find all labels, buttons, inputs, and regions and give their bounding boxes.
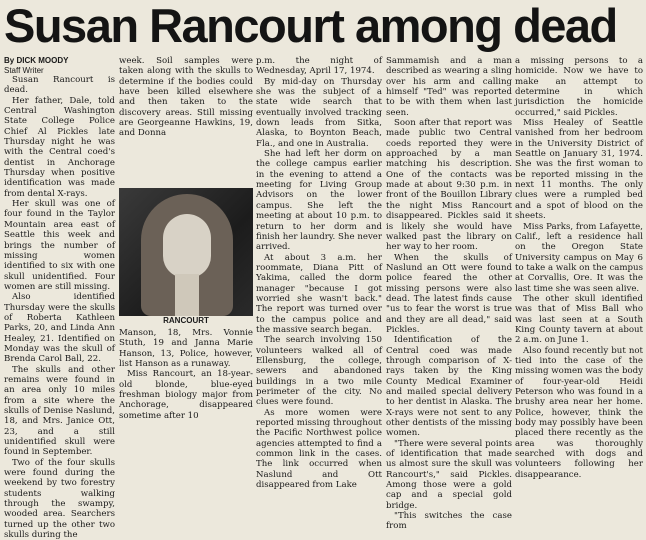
paragraph: Her father, Dale, told Central Washington State College Police Chief Al Pickles late Thursday night he was with the Central coed's dentist in Anchorage Thursday when positive identification was made from dental X-rays. [4,95,115,199]
paragraph: week. Soil samples were taken along with the skulls to determine if the bodies could have been killed elsewhere and then taken to the discovery areas. Still missing are Georgeanne Hawkins, 19, and Donna [119,56,253,139]
paragraph: The other skull identified was that of Miss Ball who was last seen at a South King County tavern at about 2 a.m. on June 1. [515,293,643,346]
paragraph: She had left her dorm on the college campus earlier in the evening to attend a meeting for Living Group Advisors on the lower campus. She left the meeting at about 10 p.m. to return to her dorm and finish her laundry. She never arrived. [256,149,382,253]
paragraph: Miss Rancourt, an 18-year-old blonde, blue-eyed freshman biology major from Anchorage, disappeared sometime after 10 [119,369,253,421]
paragraph: When the skulls of Naslund an Ott were found police feared the other missing persons were also dead. The latest finds cause "us to fear the worst is true and they are all dead," said Pickles. [386,252,512,335]
paragraph: Susan Rancourt is dead. [4,75,115,96]
paragraph: Also found recently but not tied into the case of the missing women was the body of four-year-old Heidi Peterson who was found in a brushy area near her home. Police, however, think the body may possibly have been placed there recently as the area was thoroughly searched with dogs and volunteers following her disappearance. [515,345,643,480]
paragraph: As more women were reported missing throughout the Pacific Northwest police agencies attempted to find a common link in the cases. The link occurred when Naslund and Ott disappeared from Lake [256,407,382,491]
photo-neck [175,274,199,316]
paragraph: Soon after that report was made public two Central coeds reported they were approached by a man matching his description. One of the contacts was made at about 9:30 p.m. in front of the Bouillon Library the night Miss Rancourt disappeared. Pickles said it is likely she would have walked past the library on her way to her room. [386,118,512,253]
paragraph: At about 3 a.m. her roommate, Diana Pitt of Yakima, called the dorm manager "because I got worried she wasn't back." The report was turned over to the campus police and the massive search began. [256,252,382,335]
column-2 [119,56,253,186]
paragraph: Miss Parks, from Lafayette, Calif., left a residence hall on the Oregon State University campus on May 6 to take a walk on the campus at Corvallis, Ore. It was the last time she was seen alive. [515,221,643,294]
paragraph: The skulls and other remains were found in an area only 10 miles from a site where the skulls of Denise Naslund, 18, and Mrs. Janice Ott, 23, and a still unidentified skull were found in September. [4,364,115,458]
photo-caption: RANCOURT [163,316,209,325]
paragraph: Miss Healey of Seattle vanished from her bedroom in the University District of Seattle on January 31, 1974. She was the first woman to be reported missing in the next 11 months. The only clues were a rumpled bed and a spot of blood on the sheets. [515,118,643,222]
paragraph: Sammamish and a man described as wearing a sling over his arm and calling himself "Ted" was reported to be with them when last seen. [386,56,512,118]
headline: Susan Rancourt among dead [4,0,617,52]
paragraph: a missing persons to a homicide. Now we have to make an attempt to determine in which jurisdiction the homicide occurred," said Pickles. [515,56,643,118]
paragraph: Identification of the Central coed was made through comparison of X-rays taken by the King County Medical Examiner and mailed special delivery to her dentist in Alaska. The X-rays were not sent to any other dentists of the missing women. [386,335,512,439]
paragraph: Manson, 18, Mrs. Vonnie Stuth, 19 and Janna Marie Hanson, 13, Police, however, list Hanson as a runaway. [119,328,253,370]
paragraph: "There were several points of identification that made us almost sure the skull was Rancourt's," said Pickles. Among those were a gold cap and a special gold bridge. [386,438,512,511]
column-5 [515,56,643,480]
paragraph: By mid-day on Thursday she was the subject of a state wide search that eventually involved tracking down leads from Sitka, Alaska, to Boynton Beach, Fla., and one in Australia. [256,76,382,149]
column-4 [386,56,512,532]
paragraph: "This switches the case from [386,511,512,532]
paragraph: p.m. the night of Wednesday, April 17, 1974. [256,56,382,77]
photo-face [163,214,211,278]
paragraph: Two of the four skulls were found during the weekend by two forestry students walking through the swampy, wooded area. Searchers turned up the other two skulls during the [4,457,115,540]
portrait-photo [119,188,253,316]
byline: By DICK MOODY [4,56,69,65]
staff-writer: Staff Writer [4,65,44,75]
column-2-bottom [119,328,253,421]
paragraph: The search involving 150 volunteers walked all of Ellensburg, the college, sewers and abandoned buildings in a two mile perimeter of the city. No clues were found. [256,335,382,408]
paragraph: Also identified Thursday were the skulls of Roberta Kathleen Parks, 20, and Linda Ann Healey, 21. Identified on Monday was the skull of Brenda Carol Ball, 22. [4,292,115,365]
column-3 [256,56,382,491]
paragraph: Her skull was one of four found in the Taylor Mountain area east of Seattle this week and brings the number of missing women identified to six with one skull unidentified. Four women are still missing. [4,199,115,292]
column-1 [4,56,115,540]
